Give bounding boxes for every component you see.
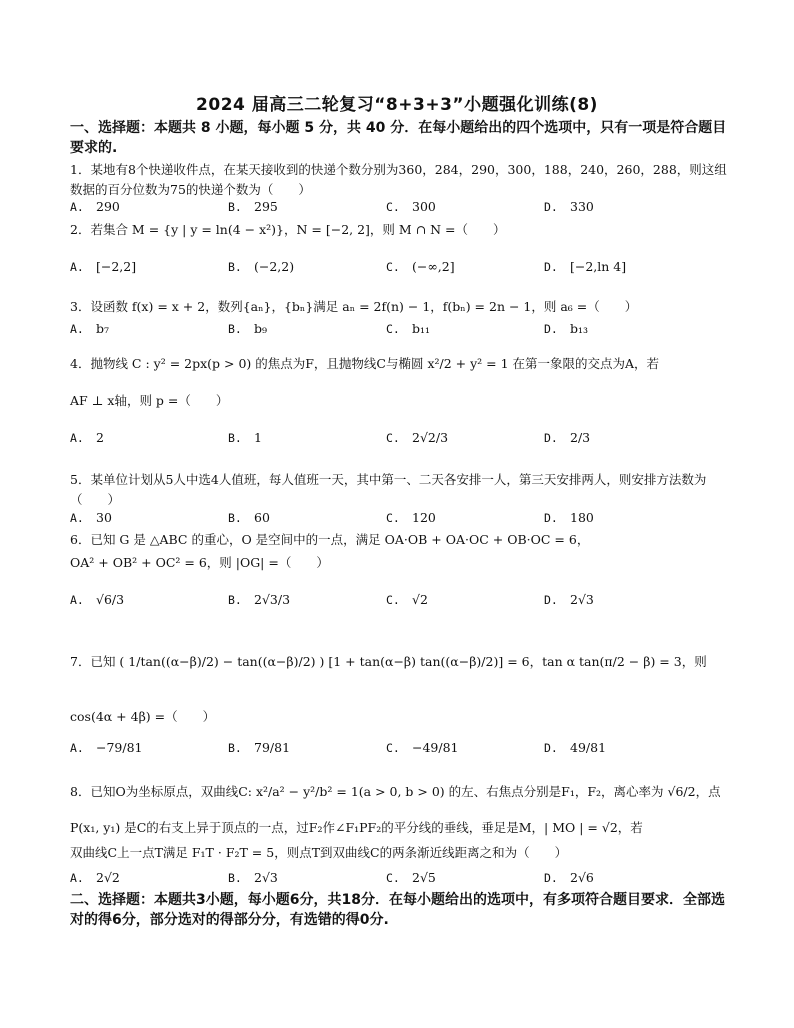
section-two-heading: 二、选择题：本题共3小题，每小题6分，共18分．在每小题给出的选项中，有多项符合题目要求．全部选对的得6分，部分选对的得部分分，有选错的得0分. <box>70 892 725 928</box>
option-a[interactable]: A. 2 <box>70 430 104 445</box>
question-8-line-2: P(x₁, y₁) 是C的右支上异于顶点的一点，过F₂作∠F₁PF₂的平分线的垂线，垂足是M，| MO | = √2，若 <box>70 820 643 835</box>
option-d[interactable]: D. [−2,ln 4] <box>544 259 627 274</box>
option-d[interactable]: D. 49/81 <box>544 740 607 755</box>
section-one-heading: 一、选择题：本题共 8 小题，每小题 5 分，共 40 分．在每小题给出的四个选项中，只有一项是符合题目要求的. <box>70 120 727 156</box>
option-c[interactable]: C. √2 <box>386 592 428 607</box>
question-6-line-1: 6．已知 G 是 △ABC 的重心，O 是空间中的一点，满足 OA·OB + OA·OC + OB·OC = 6， <box>70 532 590 547</box>
option-b[interactable]: B. 1 <box>228 430 262 445</box>
option-c[interactable]: C. b₁₁ <box>386 321 431 336</box>
question-5-options <box>70 510 730 532</box>
question-7-options <box>70 740 730 762</box>
option-a[interactable]: A. 2√2 <box>70 870 120 885</box>
option-a[interactable]: A. −79/81 <box>70 740 143 755</box>
question-4-line-2: AF ⊥ x轴，则 p =（ ） <box>70 393 229 408</box>
option-d[interactable]: D. 2/3 <box>544 430 591 445</box>
option-a[interactable]: A. √6/3 <box>70 592 125 607</box>
option-b[interactable]: B. b₉ <box>228 321 268 336</box>
option-c[interactable]: C. 300 <box>386 199 436 214</box>
option-b[interactable]: B. 2√3/3 <box>228 592 291 607</box>
question-7-line-1: 7．已知 ( 1/tan((α−β)/2) − tan((α−β)/2) ) [1 + tan(α−β) tan((α−β)/2)] = 6，tan α tan(π/2 − β) = 3，则 <box>70 654 707 669</box>
option-a[interactable]: A. 290 <box>70 199 120 214</box>
question-2: 2．若集合 M = {y | y = ln(4 − x²)}，N = [−2, 2]，则 M ∩ N =（ ） <box>70 222 506 237</box>
question-1-options <box>70 199 730 221</box>
question-8-line-1: 8．已知O为坐标原点，双曲线C: x²/a² − y²/b² = 1(a > 0, b > 0) 的左、右焦点分别是F₁，F₂，离心率为 √6/2，点 <box>70 784 721 799</box>
option-a[interactable]: A. b₇ <box>70 321 110 336</box>
option-d[interactable]: D. 180 <box>544 510 594 525</box>
option-b[interactable]: B. 60 <box>228 510 270 525</box>
question-4-options <box>70 430 730 452</box>
question-8-options <box>70 870 730 892</box>
option-c[interactable]: C. 120 <box>386 510 436 525</box>
option-b[interactable]: B. 79/81 <box>228 740 291 755</box>
page-title: 2024 届高三二轮复习“8+3+3”小题强化训练(8) <box>196 95 598 115</box>
option-c[interactable]: C. 2√5 <box>386 870 436 885</box>
option-b[interactable]: B. (−2,2) <box>228 259 295 274</box>
option-a[interactable]: A. 30 <box>70 510 112 525</box>
question-3: 3．设函数 f(x) = x + 2，数列{aₙ}，{bₙ}满足 aₙ = 2f(n) − 1，f(bₙ) = 2n − 1，则 a₆ =（ ） <box>70 299 638 314</box>
question-3-options <box>70 321 730 343</box>
question-6-options <box>70 592 730 614</box>
question-2-options <box>70 259 730 281</box>
question-8-line-3: 双曲线C上一点T满足 F₁T · F₂T = 5，则点T到双曲线C的两条渐近线距离之和为（ ） <box>70 845 568 860</box>
option-d[interactable]: D. b₁₃ <box>544 321 589 336</box>
option-c[interactable]: C. −49/81 <box>386 740 459 755</box>
question-4-line-1: 4．抛物线 C : y² = 2px(p > 0) 的焦点为F，且抛物线C与椭圆 x²/2 + y² = 1 在第一象限的交点为A，若 <box>70 356 660 371</box>
option-b[interactable]: B. 2√3 <box>228 870 278 885</box>
question-7-line-2: cos(4α + 4β) =（ ） <box>70 709 216 724</box>
option-c[interactable]: C. 2√2/3 <box>386 430 449 445</box>
question-5: 5．某单位计划从5人中选4人值班，每人值班一天，其中第一、二天各安排一人，第三天安排两人，则安排方法数为（ ） <box>70 472 707 507</box>
option-d[interactable]: D. 2√6 <box>544 870 594 885</box>
option-d[interactable]: D. 2√3 <box>544 592 594 607</box>
option-a[interactable]: A. [−2,2] <box>70 259 137 274</box>
option-b[interactable]: B. 295 <box>228 199 278 214</box>
option-d[interactable]: D. 330 <box>544 199 594 214</box>
option-c[interactable]: C. (−∞,2] <box>386 259 455 274</box>
question-1: 1．某地有8个快递收件点，在某天接收到的快递个数分别为360，284，290，300，188，240，260，288，则这组数据的百分位数为75的快递个数为（ ） <box>70 162 727 197</box>
question-6-line-2: OA² + OB² + OC² = 6，则 |OG| =（ ） <box>70 555 329 570</box>
